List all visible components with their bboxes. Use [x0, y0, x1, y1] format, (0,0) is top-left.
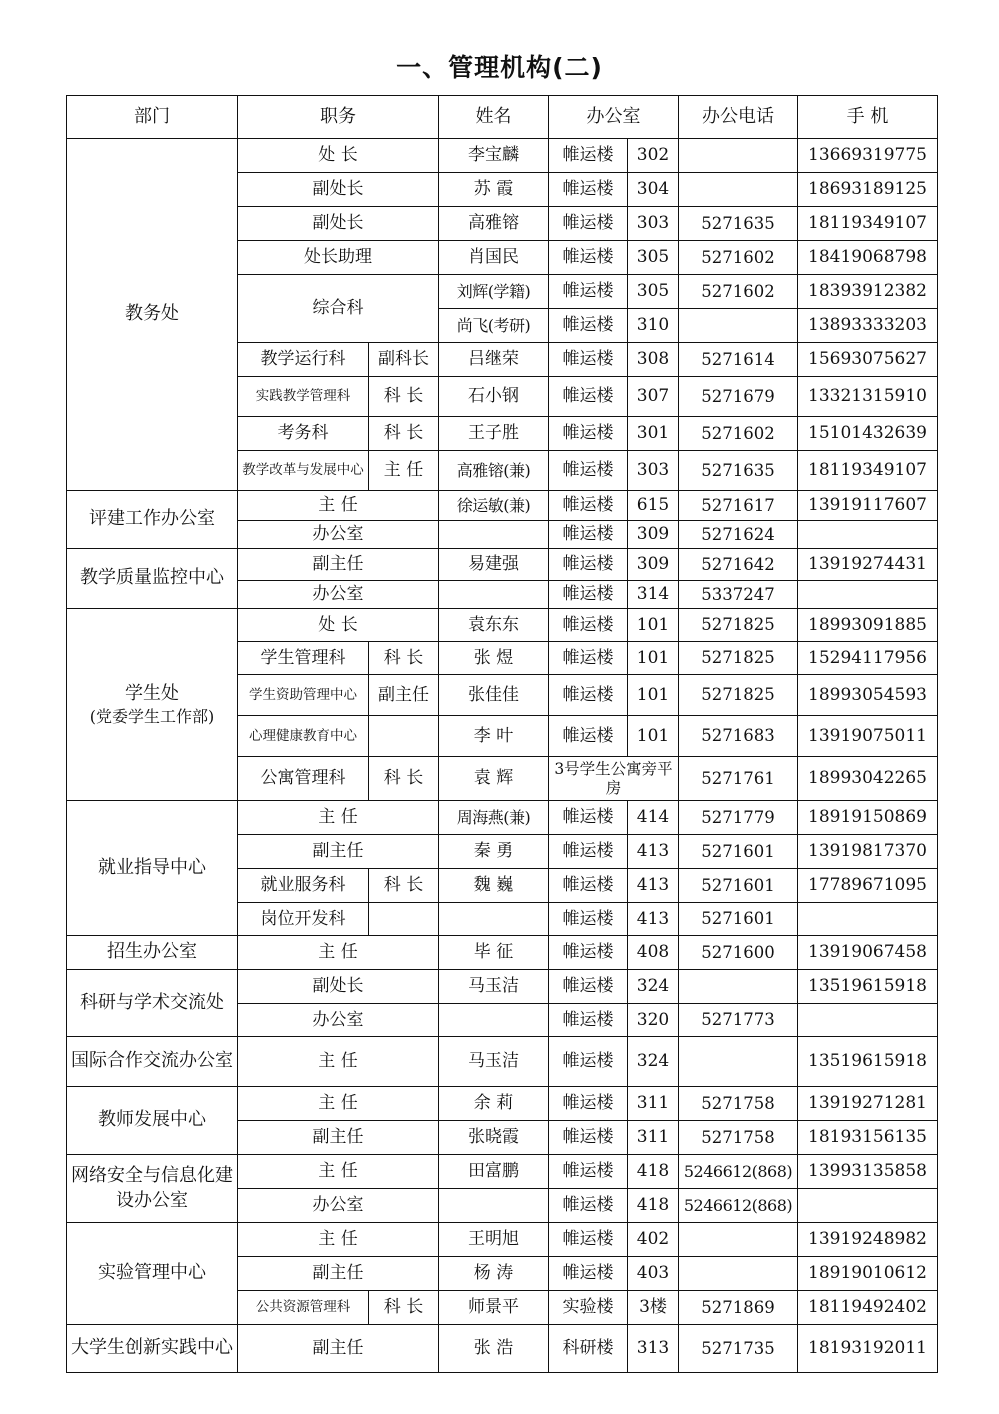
building-cell: 帷运楼: [549, 549, 628, 581]
dept-name: 学生处: [125, 682, 179, 704]
table-row: [67, 549, 938, 581]
header-row: [67, 96, 938, 139]
building-cell: 帷运楼: [549, 1037, 628, 1087]
mobile-cell: 18419068798: [798, 241, 938, 275]
table-row: [67, 936, 938, 970]
phone-cell: 5271779: [679, 801, 798, 835]
position-cell: 处 长: [238, 609, 439, 642]
dept-cell: [67, 609, 238, 801]
mobile-cell: 18119492402: [798, 1291, 938, 1325]
phone-cell: 5271617: [679, 491, 798, 521]
name-cell: 杨 涛: [439, 1257, 549, 1291]
phone-cell: 5271683: [679, 716, 798, 757]
name-cell: 李宝麟: [439, 139, 549, 173]
table-row: [67, 1223, 938, 1257]
header-mobile: 手 机: [798, 96, 938, 139]
phone-cell: 5246612(868): [679, 1189, 798, 1223]
room-cell: 310: [628, 309, 679, 343]
building-cell: 帷运楼: [549, 1223, 628, 1257]
mobile-cell: 18119349107: [798, 451, 938, 491]
name-cell: [439, 581, 549, 609]
mobile-cell: 13919067458: [798, 936, 938, 970]
mobile-cell: 13993135858: [798, 1155, 938, 1189]
mobile-cell: 15693075627: [798, 343, 938, 377]
building-cell: 帷运楼: [549, 903, 628, 936]
name-cell: 师景平: [439, 1291, 549, 1325]
office-cell: 3号学生公寓旁平房: [549, 757, 679, 801]
phone-cell: 5271825: [679, 609, 798, 642]
position-cell: 副处长: [238, 207, 439, 241]
room-cell: 418: [628, 1189, 679, 1223]
directory-body: [67, 139, 938, 1373]
name-cell: 刘辉(学籍): [439, 275, 549, 309]
building-cell: 帷运楼: [549, 801, 628, 835]
phone-cell: 5271600: [679, 936, 798, 970]
room-cell: 303: [628, 451, 679, 491]
dept-subtitle: (党委学生工作部): [89, 706, 215, 726]
dept-cell: 就业指导中心: [67, 801, 238, 936]
phone-cell: [679, 173, 798, 207]
building-cell: 帷运楼: [549, 869, 628, 903]
title-cell: 科 长: [369, 1291, 439, 1325]
room-cell: 305: [628, 241, 679, 275]
dept-cell: 网络安全与信息化建设办公室: [67, 1155, 238, 1223]
building-cell: 帷运楼: [549, 343, 628, 377]
room-cell: 324: [628, 970, 679, 1004]
mobile-cell: 18919150869: [798, 801, 938, 835]
building-cell: 实验楼: [549, 1291, 628, 1325]
title-cell: [369, 716, 439, 757]
phone-cell: 5271602: [679, 417, 798, 451]
header-name: 姓名: [439, 96, 549, 139]
building-cell: 帷运楼: [549, 835, 628, 869]
header-dept: 部门: [67, 96, 238, 139]
phone-cell: 5271773: [679, 1004, 798, 1037]
dept-cell: 招生办公室: [67, 936, 238, 970]
phone-cell: 5271825: [679, 642, 798, 675]
mobile-cell: 13919274431: [798, 549, 938, 581]
building-cell: 帷运楼: [549, 936, 628, 970]
phone-cell: 5337247: [679, 581, 798, 609]
name-cell: 马玉洁: [439, 970, 549, 1004]
mobile-cell: 18693189125: [798, 173, 938, 207]
mobile-cell: 18993042265: [798, 757, 938, 801]
room-cell: 308: [628, 343, 679, 377]
room-cell: 413: [628, 903, 679, 936]
header-office: 办公室: [549, 96, 679, 139]
name-cell: 余 莉: [439, 1087, 549, 1121]
name-cell: 田富鹏: [439, 1155, 549, 1189]
page-title: 一、管理机构(二): [396, 53, 603, 82]
title-cell: 科 长: [369, 869, 439, 903]
phone-cell: 5271869: [679, 1291, 798, 1325]
room-cell: 101: [628, 609, 679, 642]
position-cell: 副主任: [238, 1325, 439, 1373]
name-cell: 高雅镕(兼): [439, 451, 549, 491]
mobile-cell: [798, 903, 938, 936]
mobile-cell: 15294117956: [798, 642, 938, 675]
position-cell: 主 任: [238, 1037, 439, 1087]
dept-cell: 科研与学术交流处: [67, 970, 238, 1037]
title-cell: 科 长: [369, 377, 439, 417]
building-cell: 帷运楼: [549, 207, 628, 241]
position-cell: 主 任: [238, 1155, 439, 1189]
room-cell: 314: [628, 581, 679, 609]
mobile-cell: [798, 1004, 938, 1037]
table-row: [67, 1037, 938, 1087]
room-cell: 309: [628, 521, 679, 549]
table-row: [67, 970, 938, 1004]
position-cell: 办公室: [238, 521, 439, 549]
position-cell: 副主任: [238, 1257, 439, 1291]
building-cell: 科研楼: [549, 1325, 628, 1373]
phone-cell: 5271602: [679, 241, 798, 275]
header-phone: 办公电话: [679, 96, 798, 139]
room-cell: 413: [628, 835, 679, 869]
building-cell: 帷运楼: [549, 1004, 628, 1037]
mobile-cell: 13321315910: [798, 377, 938, 417]
mobile-cell: 13919117607: [798, 491, 938, 521]
building-cell: 帷运楼: [549, 241, 628, 275]
phone-cell: 5271624: [679, 521, 798, 549]
position-cell: 副处长: [238, 970, 439, 1004]
header-position: 职务: [238, 96, 439, 139]
section-cell: 岗位开发科: [238, 903, 369, 936]
mobile-cell: 18193192011: [798, 1325, 938, 1373]
name-cell: 袁 辉: [439, 757, 549, 801]
room-cell: 302: [628, 139, 679, 173]
phone-cell: 5271642: [679, 549, 798, 581]
building-cell: 帷运楼: [549, 417, 628, 451]
title-cell: 科 长: [369, 642, 439, 675]
room-cell: 414: [628, 801, 679, 835]
building-cell: 帷运楼: [549, 970, 628, 1004]
position-cell: 副主任: [238, 835, 439, 869]
section-cell: 教学改革与发展中心: [238, 451, 369, 491]
table-row: [67, 491, 938, 521]
phone-cell: [679, 1257, 798, 1291]
building-cell: 帷运楼: [549, 675, 628, 716]
room-cell: 615: [628, 491, 679, 521]
mobile-cell: 13519615918: [798, 970, 938, 1004]
name-cell: 王明旭: [439, 1223, 549, 1257]
room-cell: 305: [628, 275, 679, 309]
name-cell: 石小钢: [439, 377, 549, 417]
mobile-cell: 15101432639: [798, 417, 938, 451]
building-cell: 帷运楼: [549, 716, 628, 757]
phone-cell: 5271602: [679, 275, 798, 309]
name-cell: 高雅镕: [439, 207, 549, 241]
building-cell: 帷运楼: [549, 1257, 628, 1291]
room-cell: 408: [628, 936, 679, 970]
title-cell: 主 任: [369, 451, 439, 491]
mobile-cell: 13919271281: [798, 1087, 938, 1121]
mobile-cell: [798, 581, 938, 609]
dept-cell: 教师发展中心: [67, 1087, 238, 1155]
name-cell: 易建强: [439, 549, 549, 581]
section-cell: 学生管理科: [238, 642, 369, 675]
name-cell: [439, 903, 549, 936]
name-cell: 秦 勇: [439, 835, 549, 869]
dept-cell: 大学生创新实践中心: [67, 1325, 238, 1373]
position-cell: 副主任: [238, 549, 439, 581]
room-cell: 320: [628, 1004, 679, 1037]
table-row: [67, 1325, 938, 1373]
table-row: [67, 139, 938, 173]
phone-cell: [679, 1223, 798, 1257]
room-cell: 309: [628, 549, 679, 581]
room-cell: 101: [628, 716, 679, 757]
room-cell: 313: [628, 1325, 679, 1373]
building-cell: 帷运楼: [549, 1087, 628, 1121]
name-cell: 徐运敏(兼): [439, 491, 549, 521]
name-cell: 毕 征: [439, 936, 549, 970]
position-cell: 副处长: [238, 173, 439, 207]
section-cell: 公共资源管理科: [238, 1291, 369, 1325]
position-cell: 主 任: [238, 1223, 439, 1257]
directory-table: [66, 95, 938, 1373]
name-cell: 张 浩: [439, 1325, 549, 1373]
mobile-cell: 13893333203: [798, 309, 938, 343]
dept-cell: 实验管理中心: [67, 1223, 238, 1325]
mobile-cell: 13669319775: [798, 139, 938, 173]
building-cell: 帷运楼: [549, 309, 628, 343]
dept-cell: 评建工作办公室: [67, 491, 238, 549]
position-cell: 处长助理: [238, 241, 439, 275]
building-cell: 帷运楼: [549, 491, 628, 521]
building-cell: 帷运楼: [549, 1155, 628, 1189]
building-cell: 帷运楼: [549, 1121, 628, 1155]
mobile-cell: 18919010612: [798, 1257, 938, 1291]
building-cell: 帷运楼: [549, 139, 628, 173]
name-cell: 苏 霞: [439, 173, 549, 207]
section-cell: 实践教学管理科: [238, 377, 369, 417]
table-row: [67, 1155, 938, 1189]
room-cell: 101: [628, 675, 679, 716]
mobile-cell: 18393912382: [798, 275, 938, 309]
phone-cell: 5271635: [679, 207, 798, 241]
building-cell: 帷运楼: [549, 173, 628, 207]
name-cell: [439, 1004, 549, 1037]
phone-cell: 5271601: [679, 903, 798, 936]
position-cell: 主 任: [238, 1087, 439, 1121]
room-cell: 303: [628, 207, 679, 241]
phone-cell: [679, 309, 798, 343]
room-cell: 311: [628, 1087, 679, 1121]
name-cell: 马玉洁: [439, 1037, 549, 1087]
table-row: [67, 1087, 938, 1121]
phone-cell: 5271601: [679, 869, 798, 903]
name-cell: 王子胜: [439, 417, 549, 451]
position-cell: 主 任: [238, 491, 439, 521]
name-cell: 李 叶: [439, 716, 549, 757]
phone-cell: [679, 139, 798, 173]
phone-cell: 5271761: [679, 757, 798, 801]
section-cell: 心理健康教育中心: [238, 716, 369, 757]
mobile-cell: 18193156135: [798, 1121, 938, 1155]
room-cell: 324: [628, 1037, 679, 1087]
title-cell: 副主任: [369, 675, 439, 716]
building-cell: 帷运楼: [549, 1189, 628, 1223]
position-cell: 综合科: [238, 275, 439, 343]
phone-cell: 5271635: [679, 451, 798, 491]
building-cell: 帷运楼: [549, 521, 628, 549]
name-cell: 袁东东: [439, 609, 549, 642]
room-cell: 403: [628, 1257, 679, 1291]
dept-cell: 国际合作交流办公室: [67, 1037, 238, 1087]
phone-cell: 5271825: [679, 675, 798, 716]
title-cell: 科 长: [369, 757, 439, 801]
name-cell: [439, 521, 549, 549]
position-cell: 主 任: [238, 936, 439, 970]
phone-cell: 5271601: [679, 835, 798, 869]
mobile-cell: 13519615918: [798, 1037, 938, 1087]
room-cell: 3楼: [628, 1291, 679, 1325]
dept-cell: 教务处: [67, 139, 238, 491]
name-cell: 张 煜: [439, 642, 549, 675]
building-cell: 帷运楼: [549, 642, 628, 675]
phone-cell: [679, 970, 798, 1004]
phone-cell: 5271614: [679, 343, 798, 377]
building-cell: 帷运楼: [549, 581, 628, 609]
dept-cell: 教学质量监控中心: [67, 549, 238, 609]
position-cell: 办公室: [238, 1189, 439, 1223]
name-cell: [439, 1189, 549, 1223]
phone-cell: [679, 1037, 798, 1087]
phone-cell: 5271679: [679, 377, 798, 417]
room-cell: 307: [628, 377, 679, 417]
mobile-cell: 18993091885: [798, 609, 938, 642]
title-cell: 科 长: [369, 417, 439, 451]
phone-cell: 5271735: [679, 1325, 798, 1373]
name-cell: 周海燕(兼): [439, 801, 549, 835]
name-cell: 魏 巍: [439, 869, 549, 903]
phone-cell: 5246612(868): [679, 1155, 798, 1189]
mobile-cell: 17789671095: [798, 869, 938, 903]
name-cell: 张晓霞: [439, 1121, 549, 1155]
building-cell: 帷运楼: [549, 609, 628, 642]
table-row: [67, 801, 938, 835]
position-cell: 主 任: [238, 801, 439, 835]
position-cell: 办公室: [238, 1004, 439, 1037]
phone-cell: 5271758: [679, 1087, 798, 1121]
building-cell: 帷运楼: [549, 275, 628, 309]
title-cell: 副科长: [369, 343, 439, 377]
section-cell: 考务科: [238, 417, 369, 451]
room-cell: 413: [628, 869, 679, 903]
name-cell: 张佳佳: [439, 675, 549, 716]
section-cell: 教学运行科: [238, 343, 369, 377]
section-cell: 学生资助管理中心: [238, 675, 369, 716]
position-cell: 办公室: [238, 581, 439, 609]
name-cell: 肖国民: [439, 241, 549, 275]
position-cell: 副主任: [238, 1121, 439, 1155]
mobile-cell: 18119349107: [798, 207, 938, 241]
room-cell: 101: [628, 642, 679, 675]
mobile-cell: [798, 1189, 938, 1223]
room-cell: 304: [628, 173, 679, 207]
name-cell: 吕继荣: [439, 343, 549, 377]
building-cell: 帷运楼: [549, 451, 628, 491]
mobile-cell: 13919248982: [798, 1223, 938, 1257]
mobile-cell: 18993054593: [798, 675, 938, 716]
mobile-cell: 13919817370: [798, 835, 938, 869]
section-cell: 就业服务科: [238, 869, 369, 903]
title-cell: [369, 903, 439, 936]
table-row: [67, 609, 938, 642]
mobile-cell: 13919075011: [798, 716, 938, 757]
section-cell: 公寓管理科: [238, 757, 369, 801]
room-cell: 311: [628, 1121, 679, 1155]
room-cell: 402: [628, 1223, 679, 1257]
room-cell: 301: [628, 417, 679, 451]
room-cell: 418: [628, 1155, 679, 1189]
building-cell: 帷运楼: [549, 377, 628, 417]
phone-cell: 5271758: [679, 1121, 798, 1155]
name-cell: 尚飞(考研): [439, 309, 549, 343]
mobile-cell: [798, 521, 938, 549]
position-cell: 处 长: [238, 139, 439, 173]
